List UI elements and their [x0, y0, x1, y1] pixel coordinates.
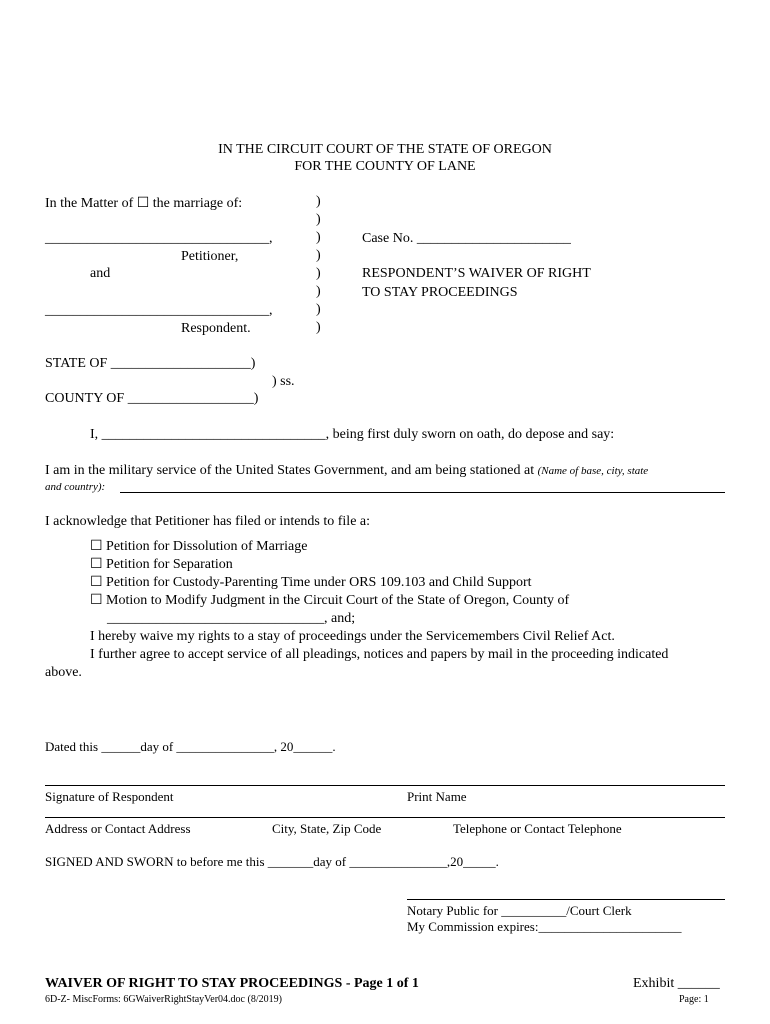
document-title-line1: RESPONDENT’S WAIVER OF RIGHT [362, 266, 591, 281]
military-service-statement: I am in the military service of the United States Government, and am being stationed at [45, 463, 535, 478]
page-number: Page: 1 [679, 994, 709, 1005]
petitioner-name-line[interactable]: ________________________________, [45, 231, 273, 246]
dated-field[interactable]: Dated this ______day of _______________, 20______. [45, 739, 336, 754]
county-of-field[interactable]: COUNTY OF __________________) [45, 391, 259, 406]
ss-label: ) ss. [272, 374, 295, 389]
notary-signature-line[interactable] [407, 899, 725, 900]
paren: ) [316, 284, 321, 299]
exhibit-field[interactable]: Exhibit ______ [633, 976, 720, 991]
military-location-hint-cont: and country): [45, 481, 106, 493]
paren: ) [316, 302, 321, 317]
form-id: 6D-Z- MiscForms: 6GWaiverRightStayVer04.doc (8/2019) [45, 994, 282, 1005]
military-location-line[interactable] [120, 492, 725, 493]
state-of-field[interactable]: STATE OF ____________________) [45, 356, 256, 371]
agree-service-text-cont: above. [45, 665, 82, 680]
document-title-line2: TO STAY PROCEEDINGS [362, 285, 518, 300]
agree-service-text: I further agree to accept service of all pleadings, notices and papers by mail in the proceeding indicated [90, 647, 669, 662]
in-the-matter-label: In the Matter of ☐ the marriage of: [45, 196, 243, 211]
paren: ) [316, 194, 321, 209]
signed-sworn-field[interactable]: SIGNED AND SWORN to before me this _______day of _______________,20_____. [45, 854, 499, 869]
print-name-label: Print Name [407, 789, 467, 804]
waive-rights-text: I hereby waive my rights to a stay of proceedings under the Servicemembers Civil Relief Act. [90, 629, 615, 644]
acknowledge-text: I acknowledge that Petitioner has filed or intends to file a: [45, 514, 371, 529]
respondent-label: Respondent. [181, 321, 251, 336]
paren: ) [316, 230, 321, 245]
option-custody-checkbox[interactable]: ☐ Petition for Custody-Parenting Time under ORS 109.103 and Child Support [90, 575, 532, 590]
city-state-zip-label: City, State, Zip Code [272, 821, 382, 836]
court-title-line2: FOR THE COUNTY OF LANE [294, 159, 476, 174]
paren: ) [316, 248, 321, 263]
address-label: Address or Contact Address [45, 821, 191, 836]
commission-expires-field[interactable]: My Commission expires:______________________ [407, 919, 682, 934]
case-number-field[interactable]: Case No. ______________________ [362, 231, 571, 246]
telephone-label: Telephone or Contact Telephone [453, 821, 622, 836]
signature-respondent-label: Signature of Respondent [45, 789, 174, 804]
paren: ) [316, 212, 321, 227]
paren: ) [316, 320, 321, 335]
petitioner-label: Petitioner, [181, 249, 239, 264]
paren: ) [316, 266, 321, 281]
option-dissolution-checkbox[interactable]: ☐ Petition for Dissolution of Marriage [90, 539, 308, 554]
option-separation-checkbox[interactable]: ☐ Petition for Separation [90, 557, 233, 572]
address-line[interactable] [45, 817, 725, 818]
option-modify-judgment-checkbox[interactable]: ☐ Motion to Modify Judgment in the Circuit Court of the State of Oregon, County of [90, 593, 570, 608]
sworn-statement[interactable]: I, ________________________________, being first duly sworn on oath, do depose and say: [90, 427, 615, 442]
signature-line[interactable] [45, 785, 725, 786]
county-blank-field[interactable]: _______________________________, and; [107, 611, 356, 626]
respondent-name-line[interactable]: ________________________________, [45, 303, 273, 318]
notary-public-field[interactable]: Notary Public for __________/Court Clerk [407, 903, 632, 918]
caption-paren-column [316, 193, 321, 337]
and-label: and [90, 266, 111, 281]
military-location-hint: (Name of base, city, state [537, 465, 649, 477]
footer-title: WAIVER OF RIGHT TO STAY PROCEEDINGS - Page 1 of 1 [45, 976, 419, 991]
court-title-line1: IN THE CIRCUIT COURT OF THE STATE OF OREGON [218, 142, 552, 157]
military-service-text [45, 462, 648, 479]
